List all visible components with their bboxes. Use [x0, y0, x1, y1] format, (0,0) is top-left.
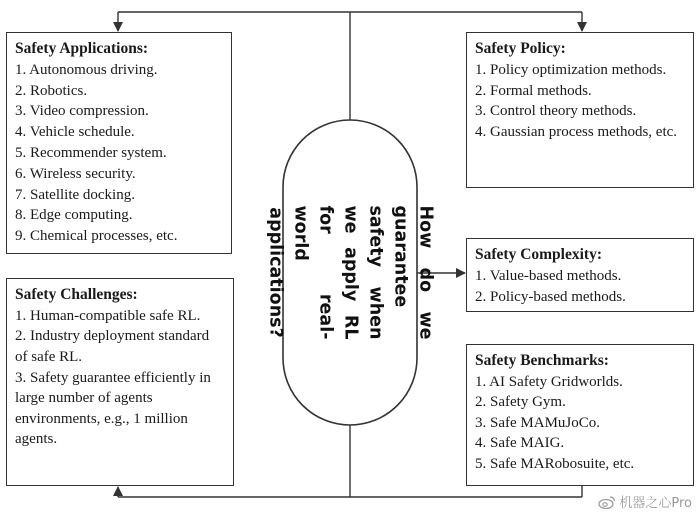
list-item: 2. Formal methods. [475, 82, 592, 99]
list-item: 2. Policy-based methods. [475, 288, 626, 305]
box-title: Safety Applications: [15, 40, 149, 57]
box-title: Safety Benchmarks: [475, 352, 609, 369]
center-question [265, 120, 436, 425]
list-item: 4. Vehicle schedule. [15, 124, 135, 141]
list-item: 3. Control theory methods. [475, 103, 637, 120]
list-item: 1. Human-compatible safe RL. [15, 307, 201, 324]
list-item: 3. Safety guarantee efficiently in large number of agents environments, e.g., 1 million agents. [15, 369, 211, 448]
list-item: 7. Satellite docking. [15, 186, 135, 203]
weibo-logo-icon [598, 495, 616, 509]
safety-benchmarks-box [466, 344, 694, 486]
challenges-list [15, 306, 225, 450]
list-item: 8. Edge computing. [15, 207, 133, 224]
list-item: 5. Recommender system. [15, 144, 167, 161]
list-item: 5. Safe MARobosuite, etc. [475, 455, 635, 472]
safety-policy-box [466, 32, 694, 188]
list-item: 1. Policy optimization methods. [475, 61, 667, 78]
benchmarks-list [475, 372, 685, 475]
list-item: 2. Robotics. [15, 82, 88, 99]
safety-applications-box [6, 32, 232, 254]
complexity-list [475, 266, 685, 308]
list-item: 6. Wireless security. [15, 165, 136, 182]
safety-challenges-box [6, 278, 234, 486]
list-item: 1. Autonomous driving. [15, 61, 158, 78]
applications-list [15, 60, 223, 247]
list-item: 4. Safe MAIG. [475, 435, 565, 451]
question-text: How do we guarantee safety when we apply RL for real-world applications? [265, 205, 436, 340]
box-title: Safety Challenges: [15, 286, 138, 303]
list-item: 1. Value-based methods. [475, 267, 622, 284]
list-item: 1. AI Safety Gridworlds. [475, 373, 623, 390]
safety-complexity-box [466, 238, 694, 312]
list-item: 4. Gaussian process methods, etc. [475, 124, 678, 141]
policy-list [475, 60, 685, 143]
list-item: 2. Industry deployment standard of safe RL. [15, 328, 210, 365]
list-item: 2. Safety Gym. [475, 394, 566, 410]
watermark [598, 492, 692, 511]
list-item: 3. Safe MAMuJoCo. [475, 414, 601, 431]
list-item: 9. Chemical processes, etc. [15, 228, 178, 245]
list-item: 3. Video compression. [15, 103, 149, 120]
watermark-text: 机器之心Pro [619, 496, 692, 511]
box-title: Safety Complexity: [475, 246, 602, 263]
box-title: Safety Policy: [475, 40, 566, 57]
